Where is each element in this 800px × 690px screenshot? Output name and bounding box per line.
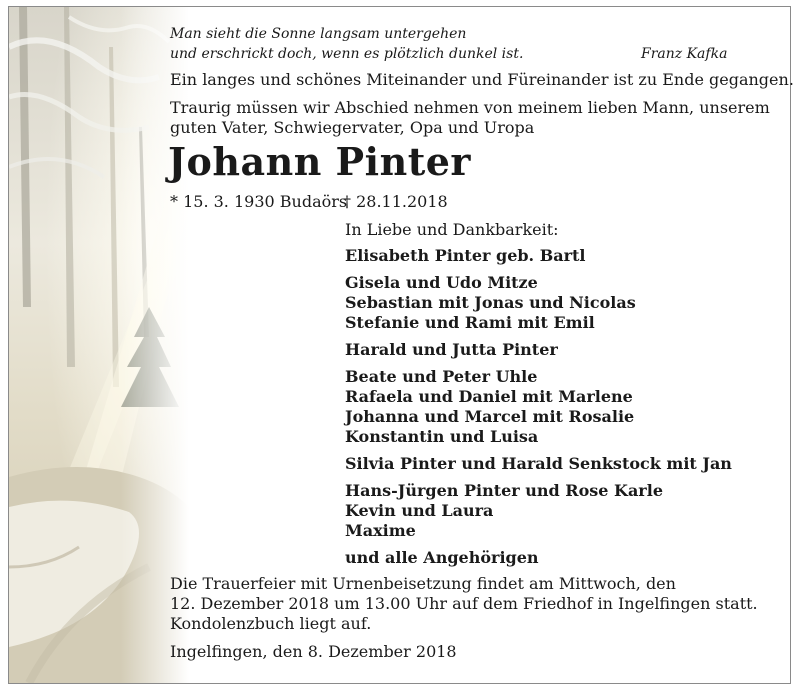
birth-date: * 15. 3. 1930 Budaörs	[170, 192, 348, 211]
mourner-line: Konstantin und Luisa	[345, 427, 539, 446]
mourner-line: Harald und Jutta Pinter	[345, 340, 558, 359]
mourner-line: Beate und Peter Uhle	[345, 367, 538, 386]
quote-line-1: Man sieht die Sonne langsam untergehen	[170, 26, 467, 42]
mourner-line: Maxime	[345, 521, 416, 540]
quote-author: Franz Kafka	[641, 46, 728, 62]
mourner-line: Kevin und Laura	[345, 501, 494, 520]
mourner-line: Silvia Pinter und Harald Senkstock mit Jan	[345, 454, 732, 473]
funeral-line-2: 12. Dezember 2018 um 13.00 Uhr auf dem Friedhof in Ingelfingen statt.	[170, 594, 758, 613]
mourner-line: Stefanie und Rami mit Emil	[345, 313, 595, 332]
quote-line-2: und erschrickt doch, wenn es plötzlich dunkel ist.	[170, 46, 524, 62]
mourner-line: Elisabeth Pinter geb. Bartl	[345, 246, 586, 265]
mourner-line: Sebastian mit Jonas und Nicolas	[345, 293, 636, 312]
mourner-line: Johanna und Marcel mit Rosalie	[345, 407, 635, 426]
deceased-name: Johann Pinter	[168, 139, 471, 184]
funeral-line-3: Kondolenzbuch liegt auf.	[170, 614, 372, 633]
death-date: † 28.11.2018	[343, 192, 448, 211]
mourner-line: und alle Angehörigen	[345, 548, 539, 567]
intro-line-2: Traurig müssen wir Abschied nehmen von meinem lieben Mann, unserem	[170, 98, 770, 117]
winter-forest-photo	[9, 7, 189, 683]
intro-line-1: Ein langes und schönes Miteinander und Füreinander ist zu Ende gegangen.	[170, 70, 794, 89]
closing-place-date: Ingelfingen, den 8. Dezember 2018	[170, 642, 457, 661]
intro-line-3: guten Vater, Schwiegervater, Opa und Uropa	[170, 118, 535, 137]
funeral-line-1: Die Trauerfeier mit Urnenbeisetzung findet am Mittwoch, den	[170, 574, 676, 593]
mourner-line: Gisela und Udo Mitze	[345, 273, 538, 292]
mourner-line: Rafaela und Daniel mit Marlene	[345, 387, 633, 406]
mourners-heading: In Liebe und Dankbarkeit:	[345, 220, 559, 239]
mourner-line: Hans-Jürgen Pinter und Rose Karle	[345, 481, 663, 500]
